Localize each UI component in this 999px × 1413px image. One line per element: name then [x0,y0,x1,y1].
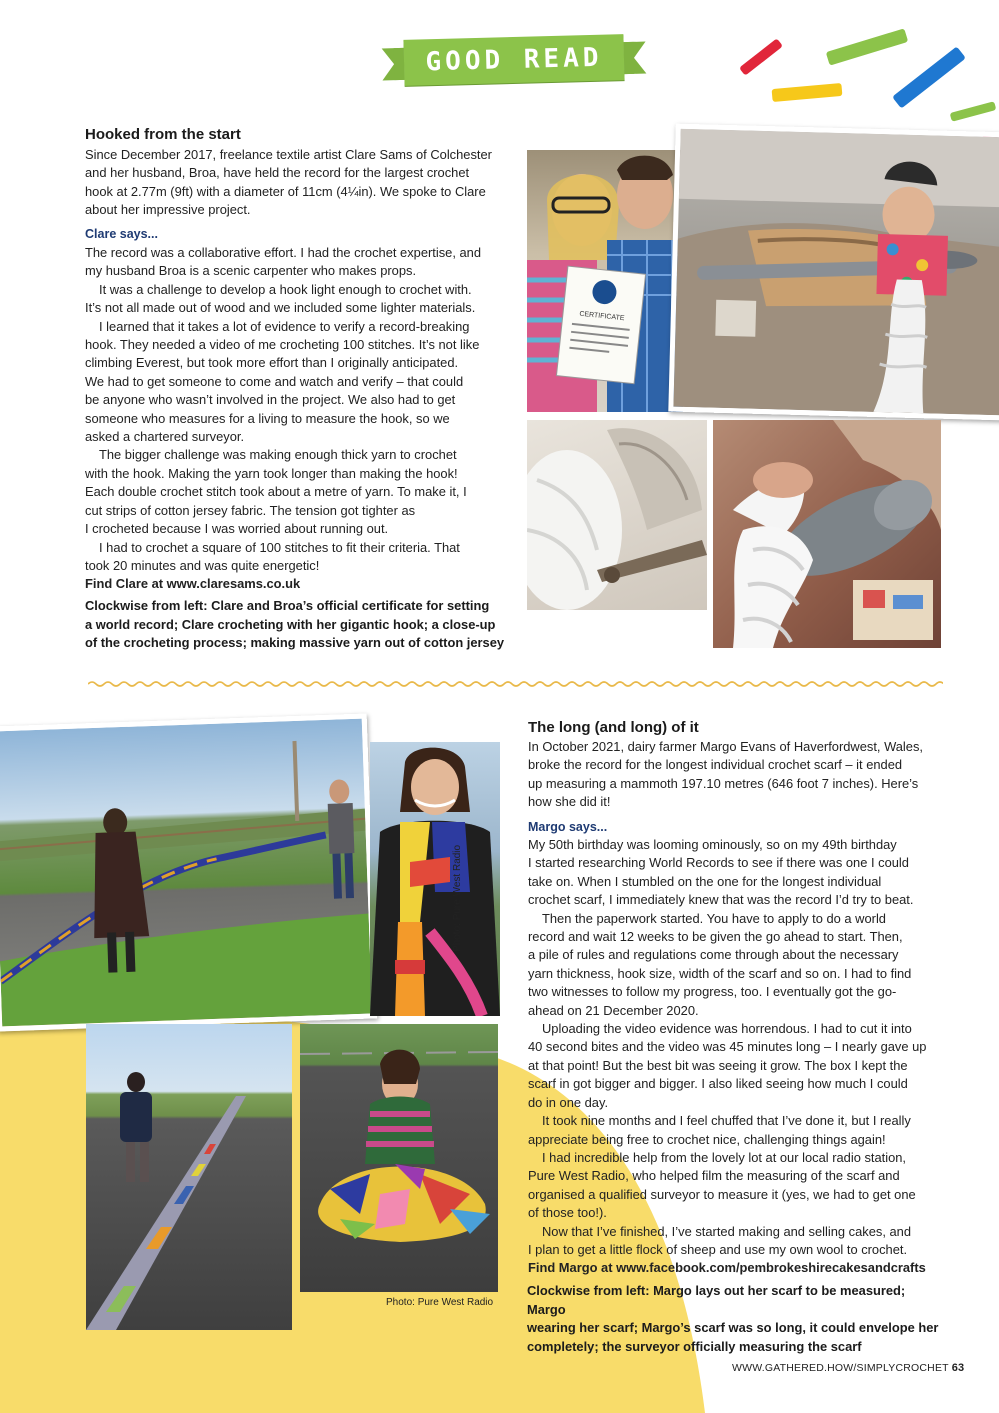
enveloped-photo-art [300,1024,498,1292]
wavy-divider [88,678,943,690]
body-line: 40 second bites and the video was 45 minutes long – I nearly gave up [528,1039,927,1055]
body-line: take on. When I stumbled on the one for the longest individual [528,873,882,889]
intro-line: up measuring a mammoth 197.10 metres (646 foot 7 inches). Here’s [528,775,919,791]
body-line: The record was a collaborative effort. I had the crochet expertise, and [85,245,482,260]
story2-caption [527,1282,947,1356]
story2-body [528,836,948,1278]
intro-line: In October 2021, dairy farmer Margo Evans of Haverfordwest, Wales, [528,739,923,754]
body-line: I plan to get a little flock of sheep and use my own wool to crochet. [528,1241,908,1257]
body-line: be anyone who wasn’t involved in the project. We also had to get [85,392,456,408]
body-line: It took nine months and I feel chuffed that I’ve done it, but I really [542,1113,911,1129]
body-line: climbing Everest, but took more effort than I originally anticipated. [85,355,459,371]
body-line: yarn thickness, hook size, width of the scarf and so on. I had to find [528,965,912,981]
yarn-photo-art [527,420,707,610]
measuring-photo-art [0,719,372,1027]
intro-line: broke the record for the longest individual crochet scarf – it ended [528,757,903,773]
intro-line: and her husband, Broa, have held the record for the largest crochet [85,165,470,181]
story1-caption [85,597,515,653]
body-line: Then the paperwork started. You have to apply to do a world [542,910,886,926]
story1-find-link[interactable]: Find Clare at www.claresams.co.uk [85,576,301,592]
caption-line: of the crocheting process; making massive yarn out of cotton jersey [85,635,505,651]
intro-line: hook at 2.77m (9ft) with a diameter of 11cm (4¼in). We spoke to Clare [85,183,486,199]
body-line: appreciate being free to crochet nice, challenging things again! [528,1131,886,1147]
body-line: with the hook. Making the yarn took longer than making the hook! [85,465,458,481]
body-line: It’s not all made out of wood and we included some lighter materials. [85,300,476,316]
story1-title: Hooked from the start [85,126,241,143]
footer-url[interactable]: WWW.GATHERED.HOW/SIMPLYCROCHET [732,1362,949,1374]
section-label: GOOD READ [425,42,603,78]
body-line: do in one day. [528,1094,609,1110]
body-line: a pile of rules and regulations come through about the necessary [528,947,899,963]
certificate-word: CERTIFICATE [579,310,625,323]
closeup-photo-art [713,420,941,648]
body-line: We had to get someone to come and watch and verify – that could [85,373,464,389]
body-line: Pure West Radio, who helped film the measuring of the scarf and [528,1168,900,1184]
intro-line: about her impressive project. [85,202,251,218]
body-line: I learned that it takes a lot of evidence to verify a record-breaking [99,318,470,334]
photo-crochet-closeup [713,420,941,648]
story2-says-label: Margo says... [528,820,608,834]
caption-line: Clockwise from left: Margo lays out her scarf to be measured; Margo [527,1283,906,1317]
body-line: at that point! But the best bit was seeing it grow. The box I kept the [528,1057,908,1073]
photo-margo-wearing-scarf [370,742,500,1016]
body-line: My 50th birthday was looming ominously, so on my 49th birthday [528,837,897,852]
certificate-photo-art [527,150,683,412]
body-line: took 20 minutes and was quite energetic! [85,557,320,573]
caption-line: completely; the surveyor officially measuring the scarf [527,1338,862,1354]
photo-credit-vertical: Photo: Pure West Radio [452,844,463,952]
body-line: scarf in got bigger and bigger. I also liked seeing how much I could [528,1076,908,1092]
body-line: Now that I’ve finished, I’ve started making and selling cakes, and [542,1223,912,1239]
body-line: organised a qualified surveyor to measure it (yes, we had to get one [528,1186,916,1202]
body-line: Each double crochet stitch took about a metre of yarn. To make it, I [85,484,467,500]
body-line: I crocheted because I was worried about running out. [85,521,389,537]
body-line: The bigger challenge was making enough thick yarn to crochet [99,447,457,463]
body-line: of those too!). [528,1205,607,1221]
page-number: 63 [951,1362,965,1374]
body-line: Uploading the video evidence was horrendous. I had to cut it into [542,1021,912,1037]
story2-intro [528,738,948,812]
body-line: my husband Broa is a scenic carpenter who makes props. [85,263,417,279]
photo-yarn-making [527,420,707,610]
photo-margo-measuring [0,713,377,1031]
page-footer [732,1362,964,1374]
caption-line: wearing her scarf; Margo’s scarf was so long, it could envelope her [527,1320,939,1336]
body-line: ahead on 21 December 2020. [528,1002,699,1018]
photo-credit-bottom: Photo: Pure West Radio [386,1297,494,1308]
story1-says-label: Clare says... [85,227,158,241]
wearing-photo-art [370,742,500,1016]
photo-margo-enveloped [300,1024,498,1292]
body-line: I had incredible help from the lovely lot at our local radio station, [542,1149,907,1165]
story2-find-link[interactable]: Find Margo at www.facebook.com/pembrokeshirecakesandcrafts [528,1260,926,1276]
body-line: I started researching World Records to see if there was one I could [528,855,909,871]
story1-intro [85,146,515,220]
body-line: asked a chartered surveyor. [85,429,245,445]
body-line: I had to crochet a square of 100 stitches to fit their criteria. That [99,539,460,555]
photo-surveyor-scarf [86,1024,292,1330]
story2-title: The long (and long) of it [528,719,699,736]
body-line: cut strips of cotton jersey fabric. The tension got tighter as [85,502,416,518]
body-line: someone who measures for a living to measure the hook, so we [85,410,450,426]
body-line: It was a challenge to develop a hook light enough to crochet with. [99,281,472,297]
crocheting-photo-art [673,129,999,415]
body-line: record and wait 12 weeks to be given the go ahead to start. Then, [528,929,903,945]
surveyor-photo-art [86,1024,292,1330]
section-banner [403,34,624,86]
intro-line: Since December 2017, freelance textile artist Clare Sams of Colchester [85,147,492,162]
body-line: crochet scarf, I immediately knew that was the record I’d try to beat. [528,892,914,908]
photo-clare-crocheting [668,124,999,421]
body-line: hook. They needed a video of me crocheting 100 stitches. It’s not like [85,337,480,353]
photo-certificate [527,150,683,412]
caption-line: Clockwise from left: Clare and Broa’s official certificate for setting [85,598,490,613]
body-line: two witnesses to follow my progress, too. I eventually got the go- [528,984,897,1000]
caption-line: a world record; Clare crocheting with her gigantic hook; a close-up [85,616,496,632]
story1-body [85,244,515,594]
intro-line: how she did it! [528,794,611,810]
